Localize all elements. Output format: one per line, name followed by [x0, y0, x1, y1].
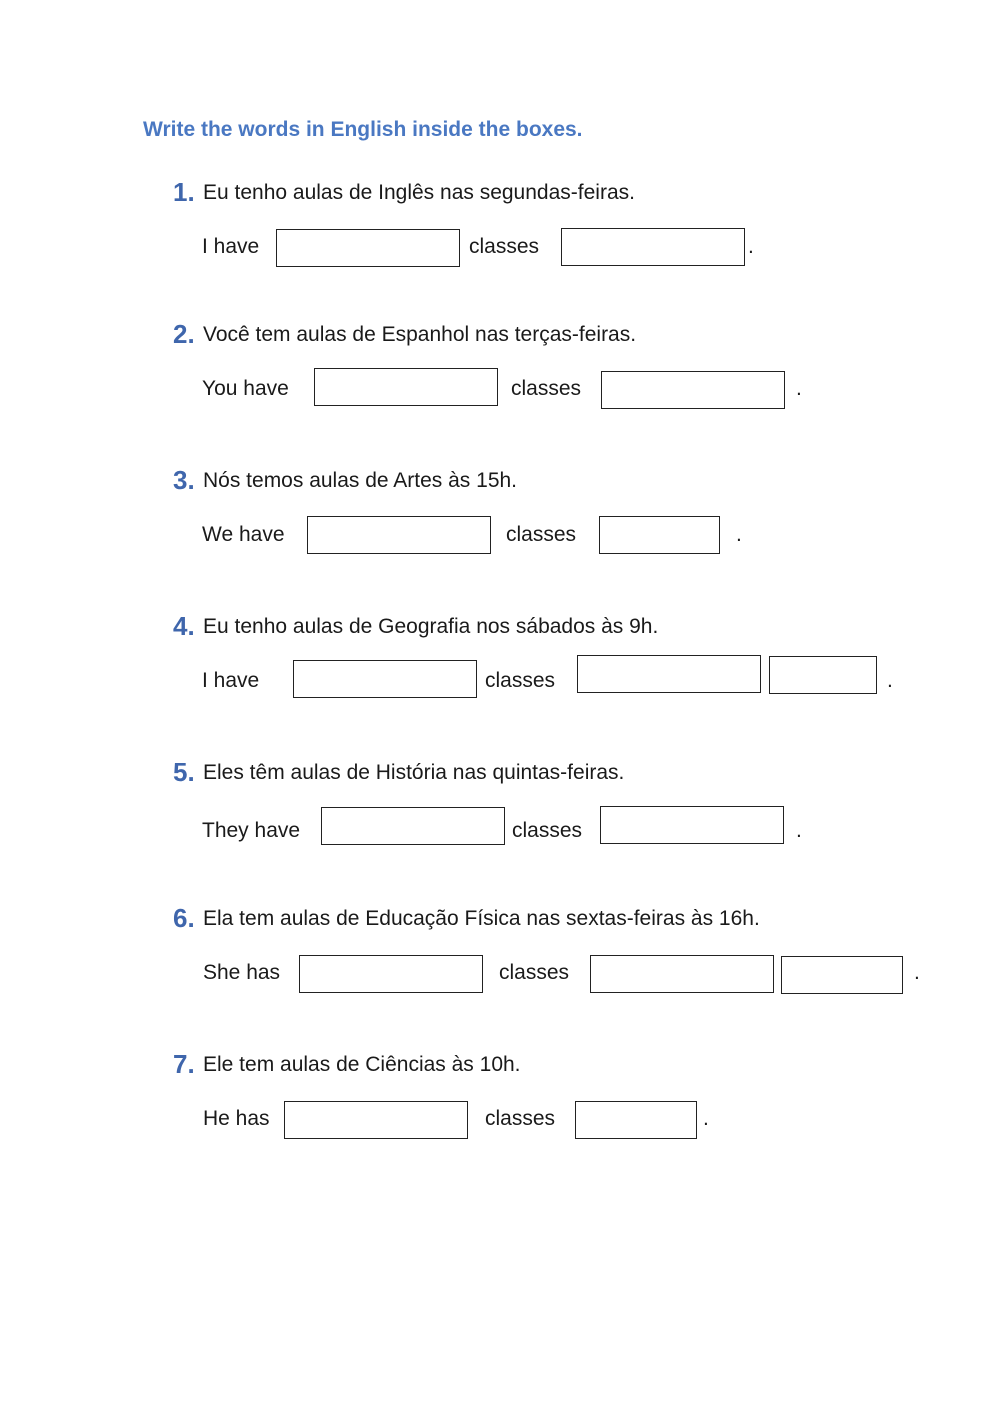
sentence-period: . [748, 235, 754, 258]
sentence-subject: They have [202, 819, 301, 842]
sentence-period: . [703, 1107, 709, 1130]
subject-answer-box[interactable] [276, 229, 460, 267]
sentence-period: . [796, 377, 802, 400]
sentence-period: . [796, 819, 802, 842]
time-answer-box[interactable] [599, 516, 720, 554]
subject-answer-box[interactable] [293, 660, 477, 698]
question-prompt: Eu tenho aulas de Geografia nos sábados às 9h. [203, 615, 659, 638]
time-answer-box[interactable] [769, 656, 877, 694]
question-number: 5. [173, 757, 195, 787]
question-number: 6. [173, 903, 195, 933]
sentence-classes: classes [469, 235, 540, 258]
sentence-subject: She has [203, 961, 281, 984]
sentence-classes: classes [506, 523, 577, 546]
sentence-period: . [736, 523, 742, 546]
subject-answer-box[interactable] [307, 516, 491, 554]
question-number: 1. [173, 177, 195, 207]
question-number: 7. [173, 1049, 195, 1079]
sentence-classes: classes [485, 669, 556, 692]
day-answer-box[interactable] [600, 806, 784, 844]
day-answer-box[interactable] [590, 955, 774, 993]
question-prompt: Você tem aulas de Espanhol nas terças-feiras. [203, 323, 637, 346]
time-answer-box[interactable] [781, 956, 903, 994]
sentence-period: . [887, 669, 893, 692]
question-number: 4. [173, 611, 195, 641]
sentence-classes: classes [499, 961, 570, 984]
day-answer-box[interactable] [601, 371, 785, 409]
sentence-classes: classes [512, 819, 583, 842]
sentence-subject: You have [202, 377, 289, 400]
sentence-period: . [914, 961, 920, 984]
time-answer-box[interactable] [575, 1101, 697, 1139]
question-prompt: Ele tem aulas de Ciências às 10h. [203, 1053, 521, 1076]
sentence-subject: I have [202, 235, 260, 258]
instruction-heading: Write the words in English inside the boxes. [143, 118, 583, 141]
subject-answer-box[interactable] [284, 1101, 468, 1139]
question-prompt: Eu tenho aulas de Inglês nas segundas-feiras. [203, 181, 635, 204]
question-prompt: Eles têm aulas de História nas quintas-feiras. [203, 761, 625, 784]
sentence-subject: He has [203, 1107, 270, 1130]
question-prompt: Nós temos aulas de Artes às 15h. [203, 469, 518, 492]
sentence-classes: classes [485, 1107, 556, 1130]
subject-answer-box[interactable] [321, 807, 505, 845]
subject-answer-box[interactable] [299, 955, 483, 993]
sentence-classes: classes [511, 377, 582, 400]
question-number: 3. [173, 465, 195, 495]
question-prompt: Ela tem aulas de Educação Física nas sextas-feiras às 16h. [203, 907, 760, 930]
sentence-subject: We have [202, 523, 285, 546]
subject-answer-box[interactable] [314, 368, 498, 406]
day-answer-box[interactable] [577, 655, 761, 693]
question-number: 2. [173, 319, 195, 349]
sentence-subject: I have [202, 669, 260, 692]
day-answer-box[interactable] [561, 228, 745, 266]
